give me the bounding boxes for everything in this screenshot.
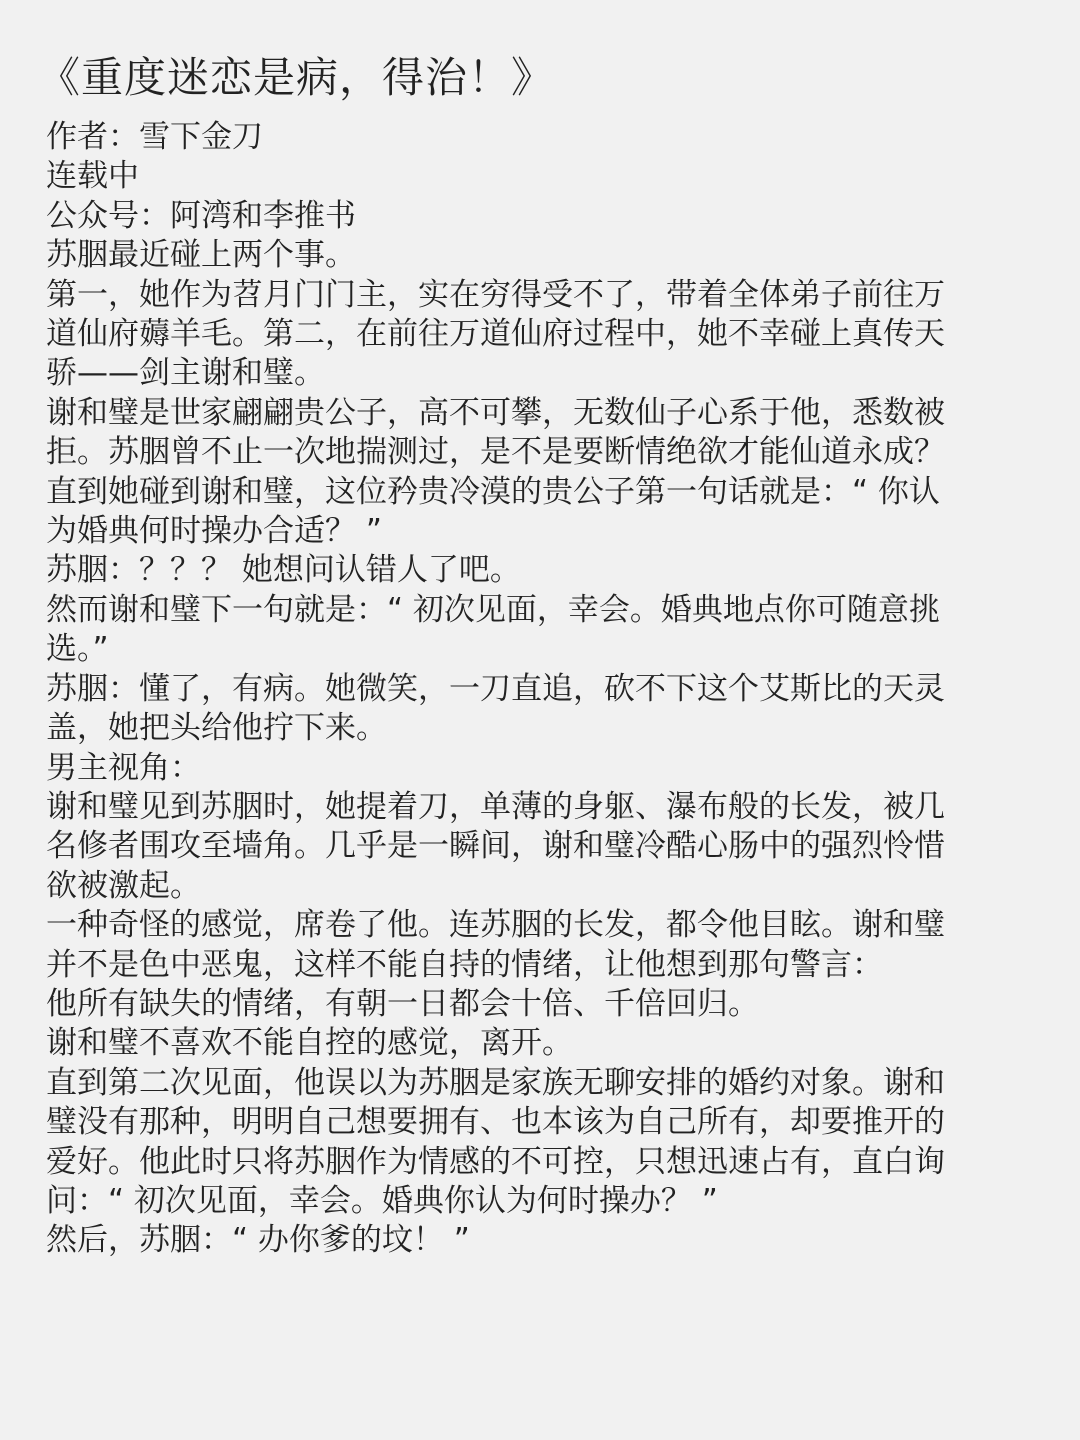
text-line: 道仙府薅羊毛。第二，在前往万道仙府过程中，她不幸碰上真传天 xyxy=(46,316,945,353)
text-line: 问：“ 初次见面，幸会。婚典你认为何时操办？ ” xyxy=(46,1182,718,1219)
text-line: 为婚典何时操办合适？ ” xyxy=(46,513,382,550)
book-title: 《重度迷恋是病，得治！》 xyxy=(38,53,555,102)
text-line: 骄——剑主谢和璧。 xyxy=(46,355,325,392)
text-line: 第一，她作为苕月门门主，实在穷得受不了，带着全体弟子前往万 xyxy=(46,276,945,313)
text-line: 苏胭最近碰上两个事。 xyxy=(46,237,356,274)
text-line: 拒。苏胭曾不止一次地揣测过，是不是要断情绝欲才能仙道永成？ xyxy=(46,434,945,471)
synopsis-body xyxy=(46,236,1054,1261)
text-line: 然后，苏胭：“ 办你爹的坟！ ” xyxy=(46,1222,470,1259)
text-line: 然而谢和璧下一句就是：“ 初次见面，幸会。婚典地点你可随意挑 xyxy=(46,591,940,628)
author-line: 作者：雪下金刀 xyxy=(46,119,263,155)
text-line: 男主视角： xyxy=(46,749,201,786)
text-line: 爱好。他此时只将苏胭作为情感的不可控，只想迅速占有，直白询 xyxy=(46,1143,945,1180)
text-line: 直到她碰到谢和璧，这位矜贵冷漠的贵公子第一句话就是：“ 你认 xyxy=(46,473,940,510)
text-line: 苏胭：懂了，有病。她微笑，一刀直追，砍不下这个艾斯比的天灵 xyxy=(46,670,945,707)
text-line: 名修者围攻至墙角。几乎是一瞬间，谢和璧冷酷心肠中的强烈怜惜 xyxy=(46,828,945,865)
text-line: 苏胭：？？？ 她想问认错人了吧。 xyxy=(46,552,521,589)
text-line: 选。” xyxy=(46,631,109,668)
account-line: 公众号：阿湾和李推书 xyxy=(46,197,356,234)
text-line: 并不是色中恶鬼，这样不能自持的情绪，让他想到那句警言： xyxy=(46,946,883,983)
text-line: 谢和璧见到苏胭时，她提着刀，单薄的身躯、瀑布般的长发，被几 xyxy=(46,788,945,825)
text-line: 璧没有那种，明明自己想要拥有、也本该为自己所有，却要推开的 xyxy=(46,1104,945,1141)
text-line: 盖，她把头给他拧下来。 xyxy=(46,710,387,747)
status-line: 连载中 xyxy=(46,158,139,195)
text-line: 欲被激起。 xyxy=(46,867,201,904)
text-line: 一种奇怪的感觉，席卷了他。连苏胭的长发，都令他目眩。谢和璧 xyxy=(46,907,945,944)
text-line: 谢和璧不喜欢不能自控的感觉，离开。 xyxy=(46,1025,573,1062)
text-line: 谢和璧是世家翩翩贵公子，高不可攀，无数仙子心系于他，悉数被 xyxy=(46,394,945,431)
text-line: 直到第二次见面，他误以为苏胭是家族无聊安排的婚约对象。谢和 xyxy=(46,1064,945,1101)
book-meta xyxy=(46,118,1054,236)
text-line: 他所有缺失的情绪，有朝一日都会十倍、千倍回归。 xyxy=(46,985,759,1022)
